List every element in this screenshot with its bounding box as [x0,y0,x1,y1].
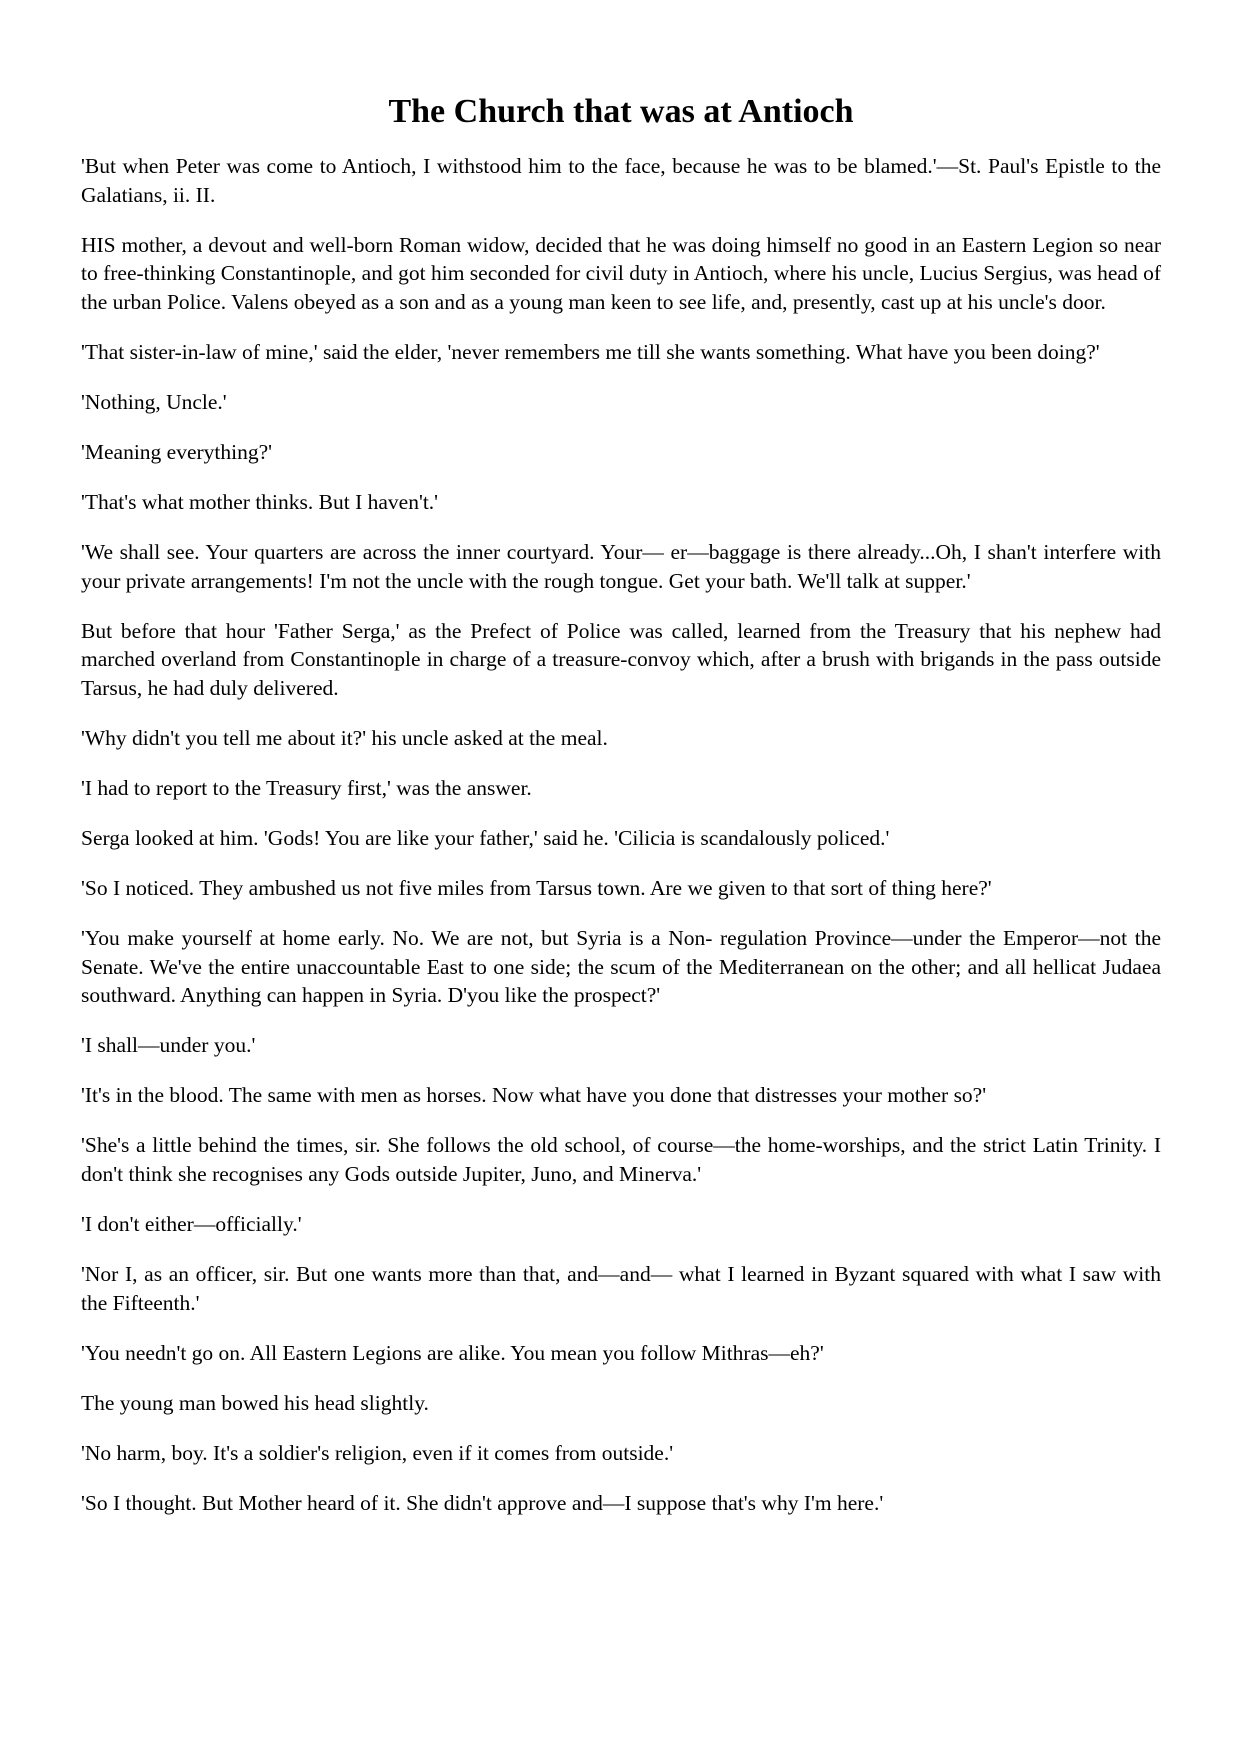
paragraph: 'That sister-in-law of mine,' said the elder, 'never remembers me till she wants something. What have you been doing?' [81,339,1100,364]
paragraph: 'I shall—under you.' [81,1033,256,1058]
paragraph: 'You needn't go on. All Eastern Legions are alike. You mean you follow Mithras—eh?' [81,1340,824,1365]
paragraph: HIS mother, a devout and well-born Roman widow, decided that he was doing himself no good in an Eastern Legion so near to free-thinking Constantinople, and got him seconded for civil duty in Antioch, where his uncle, Lucius Sergius, was head of the urban Police. Valens obeyed as a son and as a young man keen to see life, and, presently, cast up at his uncle's door. [81,232,1161,314]
paragraph: But before that hour 'Father Serga,' as the Prefect of Police was called, learned from the Treasury that his nephew had marched overland from Constantinople in charge of a treasure-convoy which, after a brush with brigands in the pass outside Tarsus, he had duly delivered. [81,618,1161,700]
paragraph: The young man bowed his head slightly. [81,1390,429,1415]
paragraph: 'No harm, boy. It's a soldier's religion, even if it comes from outside.' [81,1440,674,1465]
paragraph: 'Nothing, Uncle.' [81,389,227,414]
body-text [81,152,1161,1517]
paragraph: 'Nor I, as an officer, sir. But one wants more than that, and—and— what I learned in Byzant squared with what I saw with the Fifteenth.' [81,1262,1161,1315]
paragraph: 'Why didn't you tell me about it?' his uncle asked at the meal. [81,725,608,750]
page-title: The Church that was at Antioch [388,93,854,130]
paragraph: 'You make yourself at home early. No. We are not, but Syria is a Non- regulation Province—under the Emperor—not the Senate. We've the entire unaccountable East to one side; the scum of the Mediterranean on the other; and all hellicat Judaea southward. Anything can happen in Syria. D'you like the prospect?' [81,926,1161,1008]
paragraph: 'I had to report to the Treasury first,' was the answer. [81,775,532,800]
paragraph: 'But when Peter was come to Antioch, I withstood him to the face, because he was to be blamed.'—St. Paul's Epistle to the Galatians, ii. II. [81,154,1161,207]
paragraph: 'So I noticed. They ambushed us not five miles from Tarsus town. Are we given to that sort of thing here?' [81,876,992,901]
paragraph: Serga looked at him. 'Gods! You are like your father,' said he. 'Cilicia is scandalously policed.' [81,825,890,850]
paragraph: 'I don't either—officially.' [81,1212,302,1236]
paragraph: 'She's a little behind the times, sir. She follows the old school, of course—the home-worships, and the strict Latin Trinity. I don't think she recognises any Gods outside Jupiter, Juno, and Minerva.' [81,1133,1161,1186]
paragraph: 'Meaning everything?' [81,439,273,464]
paragraph: 'That's what mother thinks. But I haven't.' [81,489,439,514]
paragraph: 'It's in the blood. The same with men as horses. Now what have you done that distresses your mother so?' [81,1083,987,1108]
paragraph: 'We shall see. Your quarters are across the inner courtyard. Your— er—baggage is there already...Oh, I shan't interfere with your private arrangements! I'm not the uncle with the rough tongue. Get your bath. We'll talk at supper.' [81,540,1161,593]
paragraph: 'So I thought. But Mother heard of it. She didn't approve and—I suppose that's why I'm here.' [81,1490,884,1515]
